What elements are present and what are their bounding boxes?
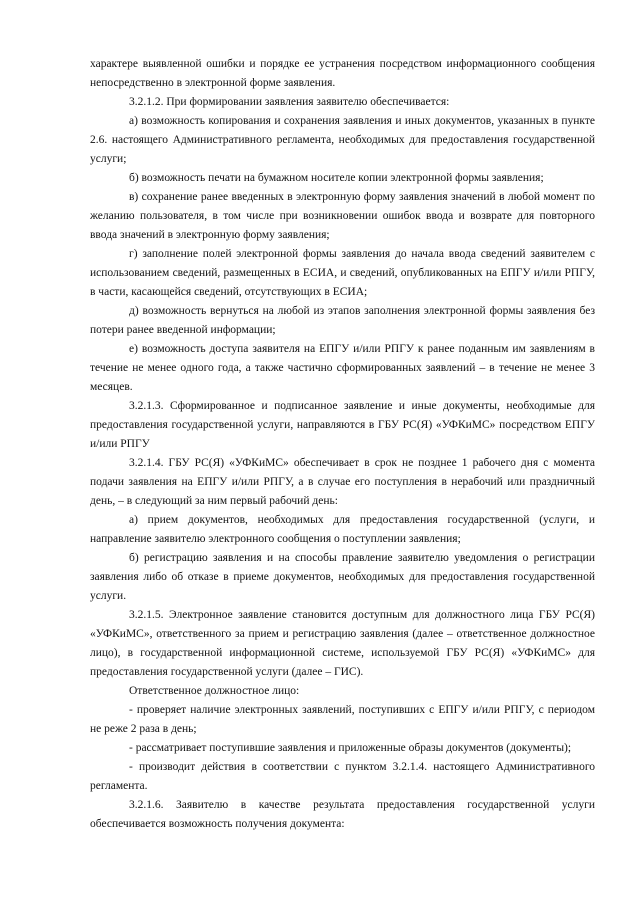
paragraph: - производит действия в соответствии с пунктом 3.2.1.4. настоящего Административного регламента. — [90, 761, 595, 792]
paragraph: Ответственное должностное лицо: — [129, 685, 300, 697]
paragraph: а) прием документов, необходимых для предоставления государственной (услуги, и направление заявителю электронного сообщения о поступлении заявления; — [90, 514, 595, 545]
paragraph: характере выявленной ошибки и порядке ее устранения посредством информационного сообщения непосредственно в электронной форме заявления. — [90, 58, 595, 89]
paragraph: - проверяет наличие электронных заявлений, поступивших с ЕПГУ и/или РПГУ, с периодом не реже 2 раза в день; — [90, 704, 595, 735]
paragraph: в) сохранение ранее введенных в электронную форму заявления значений в любой момент по желанию пользователя, в том числе при возникновении ошибок ввода и возврате для повторного ввода значений в электронную форму заявления; — [90, 191, 595, 241]
paragraph: 3.2.1.5. Электронное заявление становится доступным для должностного лица ГБУ РС(Я) «УФКиМС», ответственного за прием и регистрацию заявления (далее – ответственное должностное лицо), в государственной информационной системе, используемой ГБУ РС(Я) «УФКиМС» для предоставления государственной услуги (далее – ГИС). — [90, 609, 595, 678]
paragraph: - рассматривает поступившие заявления и приложенные образы документов (документы); — [129, 742, 572, 754]
paragraph: е) возможность доступа заявителя на ЕПГУ и/или РПГУ к ранее поданным им заявлениям в течение не менее одного года, а также частично сформированных заявлений – в течение не менее 3 месяцев. — [90, 343, 595, 393]
paragraph: б) регистрацию заявления и на способы правление заявителю уведомления о регистрации заявления либо об отказе в приеме документов, необходимых для предоставления государственной услуги. — [90, 552, 595, 602]
paragraph: д) возможность вернуться на любой из этапов заполнения электронной формы заявления без потери ранее введенной информации; — [90, 305, 595, 336]
paragraph: б) возможность печати на бумажном носителе копии электронной формы заявления; — [129, 172, 544, 184]
paragraph: г) заполнение полей электронной формы заявления до начала ввода сведений заявителем с использованием сведений, размещенных в ЕСИА, и сведений, опубликованных на ЕПГУ и/или РПГУ, в части, касающейся сведений, отсутствующих в ЕСИА; — [90, 248, 595, 298]
paragraph: 3.2.1.4. ГБУ РС(Я) «УФКиМС» обеспечивает в срок не позднее 1 рабочего дня с момента подачи заявления на ЕПГУ и/или РПГУ, а в случае его поступления в нерабочий или праздничный день, – в следующий за ним первый рабочий день: — [90, 457, 595, 507]
paragraph: 3.2.1.6. Заявителю в качестве результата предоставления государственной услуги обеспечивается возможность получения документа: — [90, 799, 595, 830]
body-text — [90, 55, 595, 834]
paragraph: а) возможность копирования и сохранения заявления и иных документов, указанных в пункте 2.6. настоящего Административного регламента, необходимых для предоставления государственной услуги; — [90, 115, 595, 165]
paragraph: 3.2.1.3. Сформированное и подписанное заявление и иные документы, необходимые для предоставления государственной услуги, направляются в ГБУ РС(Я) «УФКиМС» посредством ЕПГУ и/или РПГУ — [90, 400, 595, 450]
paragraph: 3.2.1.2. При формировании заявления заявителю обеспечивается: — [129, 96, 450, 108]
